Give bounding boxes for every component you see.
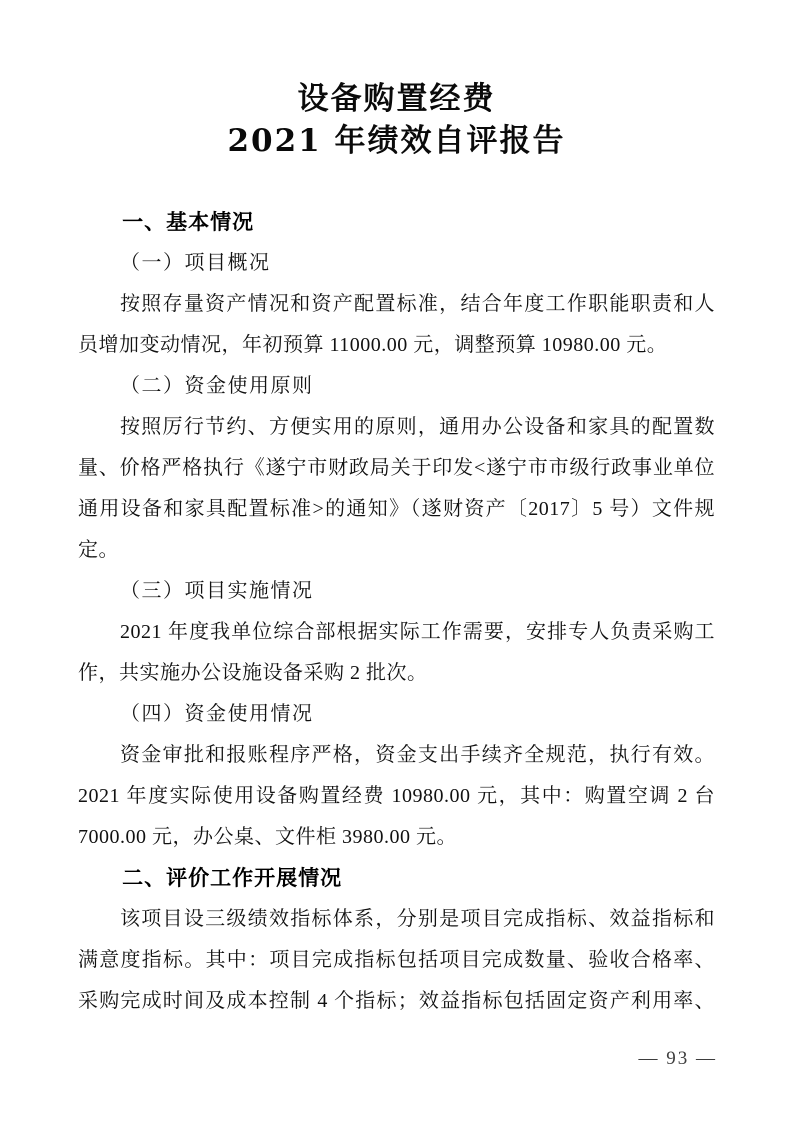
document-title-line1: 设备购置经费 xyxy=(297,81,496,117)
paragraph-implementation xyxy=(78,612,715,694)
document-body xyxy=(0,202,793,1022)
section-heading-2 xyxy=(78,858,715,899)
text-line: 该项目设三级绩效指标体系，分别是项目完成指标、效益指标和 xyxy=(120,908,715,930)
text-line: 通用设备和家具配置标准>的通知》（遂财资产〔2017〕5 号）文件规 xyxy=(78,498,715,520)
text-line: 资金审批和报账程序严格，资金支出手续齐全规范，执行有效。 xyxy=(120,744,715,766)
section-heading-1 xyxy=(78,202,715,243)
text-line: 量、价格严格执行《遂宁市财政局关于印发<遂宁市市级行政事业单位 xyxy=(78,457,715,479)
text-line: 按照存量资产情况和资产配置标准，结合年度工作职能职责和人 xyxy=(120,293,715,315)
document-title xyxy=(0,0,793,162)
text-line: 二、评价工作开展情况 xyxy=(122,867,343,890)
text-line: 7000.00 元，办公桌、文件柜 3980.00 元。 xyxy=(78,826,457,848)
sub-heading-1-4 xyxy=(78,694,715,735)
text-line: 2021 年度实际使用设备购置经费 10980.00 元，其中：购置空调 2 台 xyxy=(78,785,715,807)
sub-heading-1-3 xyxy=(78,571,715,612)
text-line: 定。 xyxy=(78,539,119,561)
paragraph-evaluation-work xyxy=(78,899,715,1022)
paragraph-project-overview xyxy=(78,284,715,366)
text-line: 员增加变动情况，年初预算 11000.00 元，调整预算 10980.00 元。 xyxy=(78,334,668,356)
sub-heading-1-1 xyxy=(78,243,715,284)
text-line: 作，共实施办公设施设备采购 2 批次。 xyxy=(78,662,428,684)
text-line: 按照厉行节约、方便实用的原则，通用办公设备和家具的配置数 xyxy=(120,416,715,438)
text-line: 满意度指标。其中：项目完成指标包括项目完成数量、验收合格率、 xyxy=(78,949,715,971)
text-line: （三）项目实施情况 xyxy=(120,580,314,602)
sub-heading-1-2 xyxy=(78,366,715,407)
paragraph-fund-usage xyxy=(78,735,715,858)
text-line: （一）项目概况 xyxy=(120,252,271,274)
text-line: 一、基本情况 xyxy=(122,211,255,234)
text-line: 采购完成时间及成本控制 4 个指标；效益指标包括固定资产利用率、 xyxy=(78,990,715,1012)
page-number: — 93 — xyxy=(638,1048,717,1069)
document-title-line2: 2021 年绩效自评报告 xyxy=(227,123,566,159)
text-line: （四）资金使用情况 xyxy=(120,703,314,725)
text-line: （二）资金使用原则 xyxy=(120,375,314,397)
text-line: 2021 年度我单位综合部根据实际工作需要，安排专人负责采购工 xyxy=(120,621,715,643)
paragraph-fund-principles xyxy=(78,407,715,571)
